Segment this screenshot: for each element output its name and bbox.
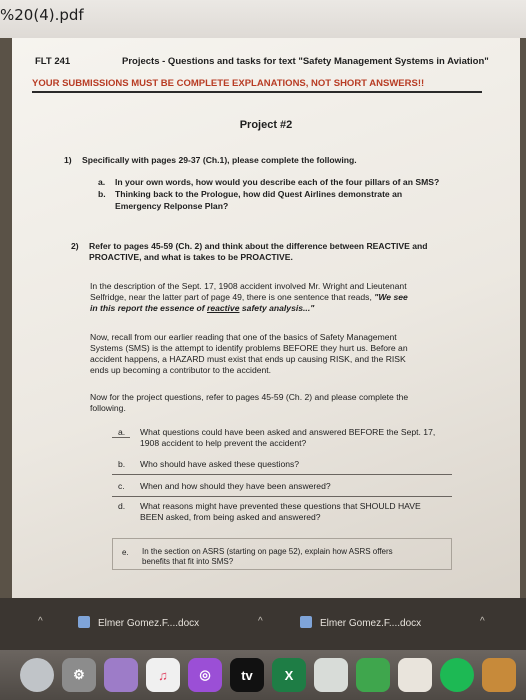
app-icon[interactable]	[104, 658, 138, 692]
app-icon[interactable]	[482, 658, 516, 692]
submission-warning: YOUR SUBMISSIONS MUST BE COMPLETE EXPLANATIONS, NOT SHORT ANSWERS!!	[32, 78, 482, 93]
docx-file-icon	[78, 616, 90, 628]
para2-line4: ends up becoming a contributor to the accident.	[90, 365, 272, 375]
task-a-line1: What questions could have been asked and answered BEFORE the Sept. 17,	[140, 427, 436, 437]
q1-a-label: a.	[98, 177, 106, 187]
podcasts-icon[interactable]: ◎	[188, 658, 222, 692]
q2-line1: Refer to pages 45-59 (Ch. 2) and think about the difference between REACTIVE and	[89, 241, 428, 251]
task-a-label: a.	[118, 427, 126, 437]
apple-tv-icon[interactable]: tv	[230, 658, 264, 692]
docx-file-icon	[300, 616, 312, 628]
para2-line3: accident happens, a HAZARD must exist that ends up causing RISK, and the RISK	[90, 354, 406, 364]
para2-line2: Systems (SMS) is the attempt to identify problems BEFORE they hurt us. Before an	[90, 343, 408, 353]
music-icon[interactable]: ♫	[146, 658, 180, 692]
app-dock	[0, 650, 526, 700]
para3-line2: following.	[90, 403, 126, 413]
spotify-icon[interactable]	[440, 658, 474, 692]
download-item-2[interactable]: Elmer Gomez.F....docx	[300, 616, 421, 629]
para2-line1: Now, recall from our earlier reading that one of the basics of Safety Management	[90, 332, 397, 342]
chevron-up-icon[interactable]: ^	[258, 616, 263, 627]
project-title: Project #2	[239, 119, 293, 131]
task-d-line1: What reasons might have prevented these questions that SHOULD HAVE	[140, 501, 421, 511]
q1-b-line2: Emergency Relponse Plan?	[115, 201, 229, 211]
task-c-text: When and how should they have been answered?	[140, 481, 331, 491]
q1-a-text: In your own words, how would you describe each of the four pillars of an SMS?	[115, 177, 440, 187]
para1-line3: in this report the essence of reactive safety analysis..."	[90, 303, 315, 313]
task-c-label: c.	[118, 481, 125, 491]
task-c-underline	[112, 496, 452, 497]
task-a-line2: 1908 accident to help prevent the accident?	[140, 438, 307, 448]
para1-line2: Selfridge, near the latter part of page 49, there is one sentence that reads, "We see	[90, 292, 408, 302]
excel-icon[interactable]: X	[272, 658, 306, 692]
q2-number: 2)	[71, 241, 79, 251]
task-d-label: d.	[118, 501, 126, 511]
system-preferences-icon[interactable]: ⚙	[62, 658, 96, 692]
chevron-up-icon[interactable]: ^	[480, 616, 485, 627]
course-code: FLT 241	[35, 56, 71, 67]
window-title-bar	[0, 0, 526, 38]
q1-number: 1)	[64, 155, 72, 165]
task-b-label: b.	[118, 459, 126, 469]
app-icon[interactable]	[20, 658, 54, 692]
task-b-text: Who should have asked these questions?	[140, 459, 300, 469]
pdf-page	[12, 38, 520, 598]
q1-text: Specifically with pages 29-37 (Ch.1), please complete the following.	[82, 155, 357, 165]
q1-b-line1: Thinking back to the Prologue, how did Quest Airlines demonstrate an	[115, 189, 403, 199]
q1-b-label: b.	[98, 189, 106, 199]
task-e-line1: In the section on ASRS (starting on page 52), explain how ASRS offers	[142, 547, 393, 556]
app-icon[interactable]	[356, 658, 390, 692]
para1-line1: In the description of the Sept. 17, 1908 accident involved Mr. Wright and Lieutenant	[90, 281, 407, 291]
task-e-line2: benefits that fit into SMS?	[142, 557, 234, 566]
task-d-line2: BEEN asked, from being asked and answered?	[140, 512, 321, 522]
q2-line2: PROACTIVE, and what is takes to be PROACTIVE.	[89, 252, 293, 262]
app-icon[interactable]	[314, 658, 348, 692]
task-e-label: e.	[122, 548, 129, 557]
chevron-up-icon[interactable]: ^	[38, 616, 43, 627]
document-header: Projects - Questions and tasks for text "Safety Management Systems in Aviation"	[122, 56, 489, 67]
download-item-1[interactable]: Elmer Gomez.F....docx	[78, 616, 199, 629]
para3-line1: Now for the project questions, refer to pages 45-59 (Ch. 2) and please complete the	[90, 392, 409, 402]
downloads-bar	[0, 598, 526, 650]
task-b-underline	[112, 474, 452, 475]
app-icon[interactable]	[398, 658, 432, 692]
window-title: %20(4).pdf	[0, 6, 84, 24]
